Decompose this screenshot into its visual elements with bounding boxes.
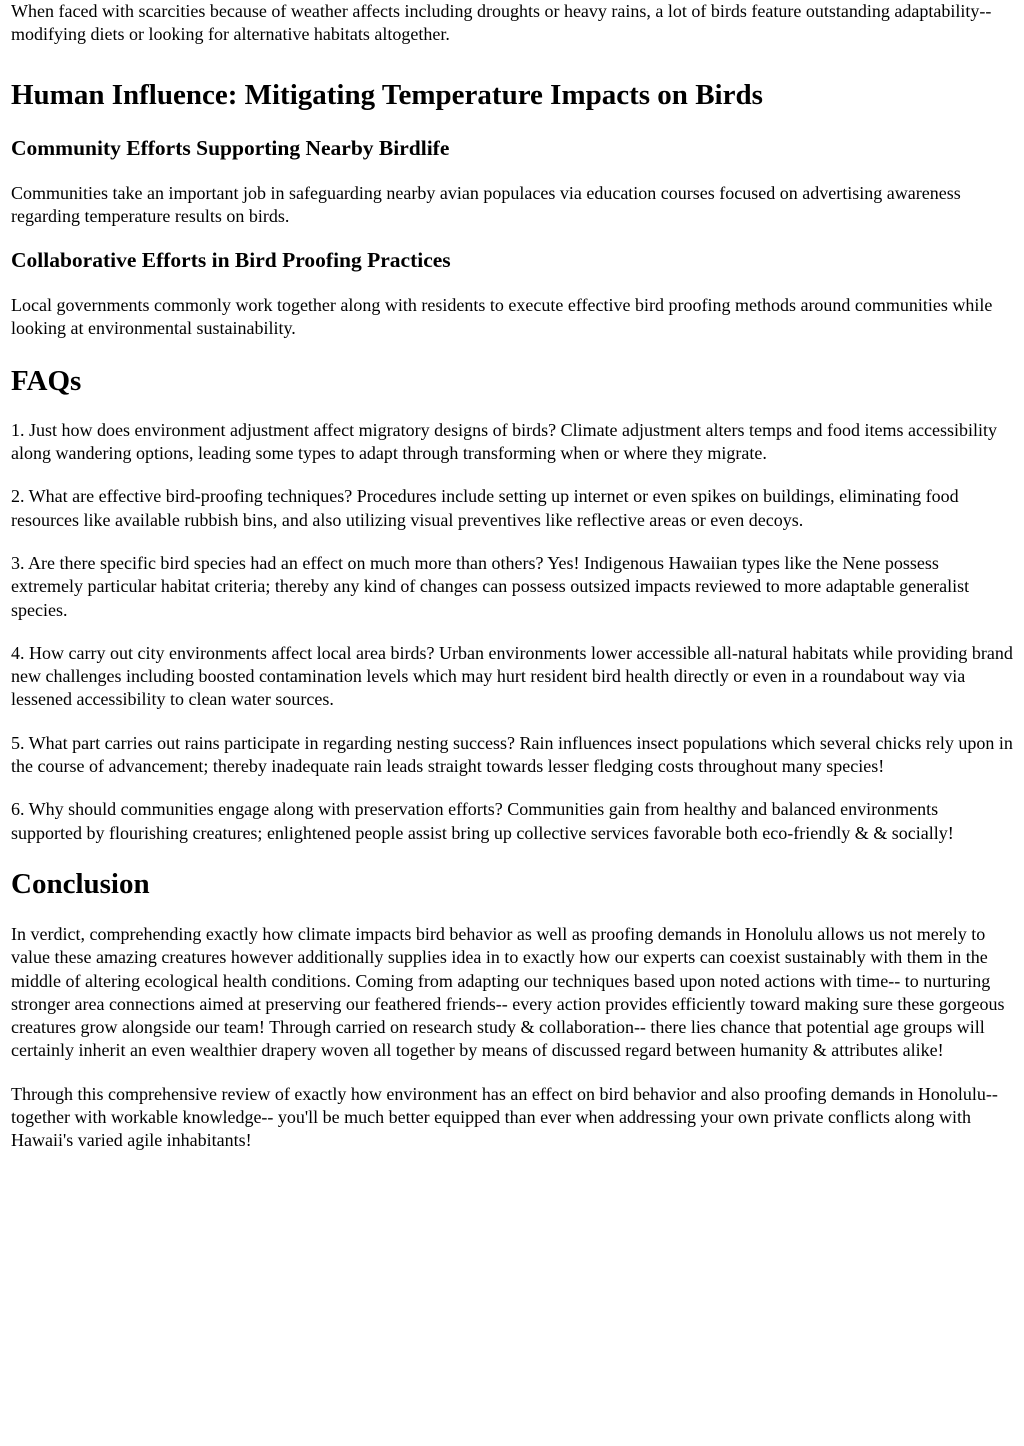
subheading-collaborative-efforts: Collaborative Efforts in Bird Proofing Practices (11, 248, 451, 273)
faq-item: 4. How carry out city environments affect local area birds? Urban environments lower accessible all-natural habitats while providing brand new challenges including boosted contamination levels which may hurt resident bird health directly or even in a roundabout way via lessened accessibility to clean water sources. (11, 642, 1013, 710)
section-heading-faqs: FAQs (11, 364, 82, 397)
section-heading-conclusion: Conclusion (11, 867, 150, 900)
intro-paragraph: When faced with scarcities because of weather affects including droughts or heavy rains, a lot of birds feature outstanding adaptability-- modifying diets or looking for alternative habitats altogether. (11, 1, 992, 45)
section-heading-human-influence: Human Influence: Mitigating Temperature Impacts on Birds (11, 78, 763, 111)
collaborative-efforts-paragraph: Local governments commonly work together along with residents to execute effective bird proofing methods around communities while looking at environmental sustainability. (11, 295, 993, 339)
faq-list (11, 419, 1013, 845)
community-efforts-paragraph: Communities take an important job in safeguarding nearby avian populaces via education courses focused on advertising awareness regarding temperature results on birds. (11, 182, 961, 226)
conclusion-paragraph: Through this comprehensive review of exactly how environment has an effect on bird behavior and also proofing demands in Honolulu-- together with workable knowledge-- you'll be much better equipped than ever when addressing your own private conflicts along with Hawaii's varied agile inhabitants! (11, 1083, 998, 1151)
faq-item: 2. What are effective bird-proofing techniques? Procedures include setting up internet or even spikes on buildings, eliminating food resources like available rubbish bins, and also utilizing visual preventives like reflective areas or even decoys. (11, 486, 959, 530)
faq-item: 6. Why should communities engage along with preservation efforts? Communities gain from healthy and balanced environments supported by flourishing creatures; enlightened people assist bring up collective services favorable both eco-friendly & & socially! (11, 799, 954, 843)
faq-item: 1. Just how does environment adjustment affect migratory designs of birds? Climate adjustment alters temps and food items accessibility along wandering options, leading some types to adapt through transforming when or where they migrate. (11, 419, 997, 464)
conclusion-paragraph: In verdict, comprehending exactly how climate impacts bird behavior as well as proofing demands in Honolulu allows us not merely to value these amazing creatures however additionally supplies idea in to exactly how our experts can coexist sustainably with them in the middle of altering ecological health conditions. Coming from adapting our techniques based upon noted actions with time-- to nurturing stronger area connections aimed at preserving our feathered friends-- every action provides efficiently toward making sure these gorgeous creatures grow alongside our team! Through carried on research study & collaboration-- there lies chance that potential age groups will certainly inherit an even wealthier drapery woven all together by means of discussed regard between humanity & attributes alike! (11, 923, 1005, 1061)
article (11, 0, 1013, 1153)
subheading-community-efforts: Community Efforts Supporting Nearby Birdlife (11, 135, 450, 160)
faq-item: 3. Are there specific bird species had an effect on much more than others? Yes! Indigenous Hawaiian types like the Nene possess extremely particular habitat criteria; thereby any kind of changes can possess outsized impacts reviewed to more adaptable generalist species. (11, 552, 970, 620)
faq-item: 5. What part carries out rains participate in regarding nesting success? Rain influences insect populations which several chicks rely upon in the course of advancement; thereby inadequate rain leads straight towards lesser fledging costs throughout many species! (11, 732, 1013, 777)
